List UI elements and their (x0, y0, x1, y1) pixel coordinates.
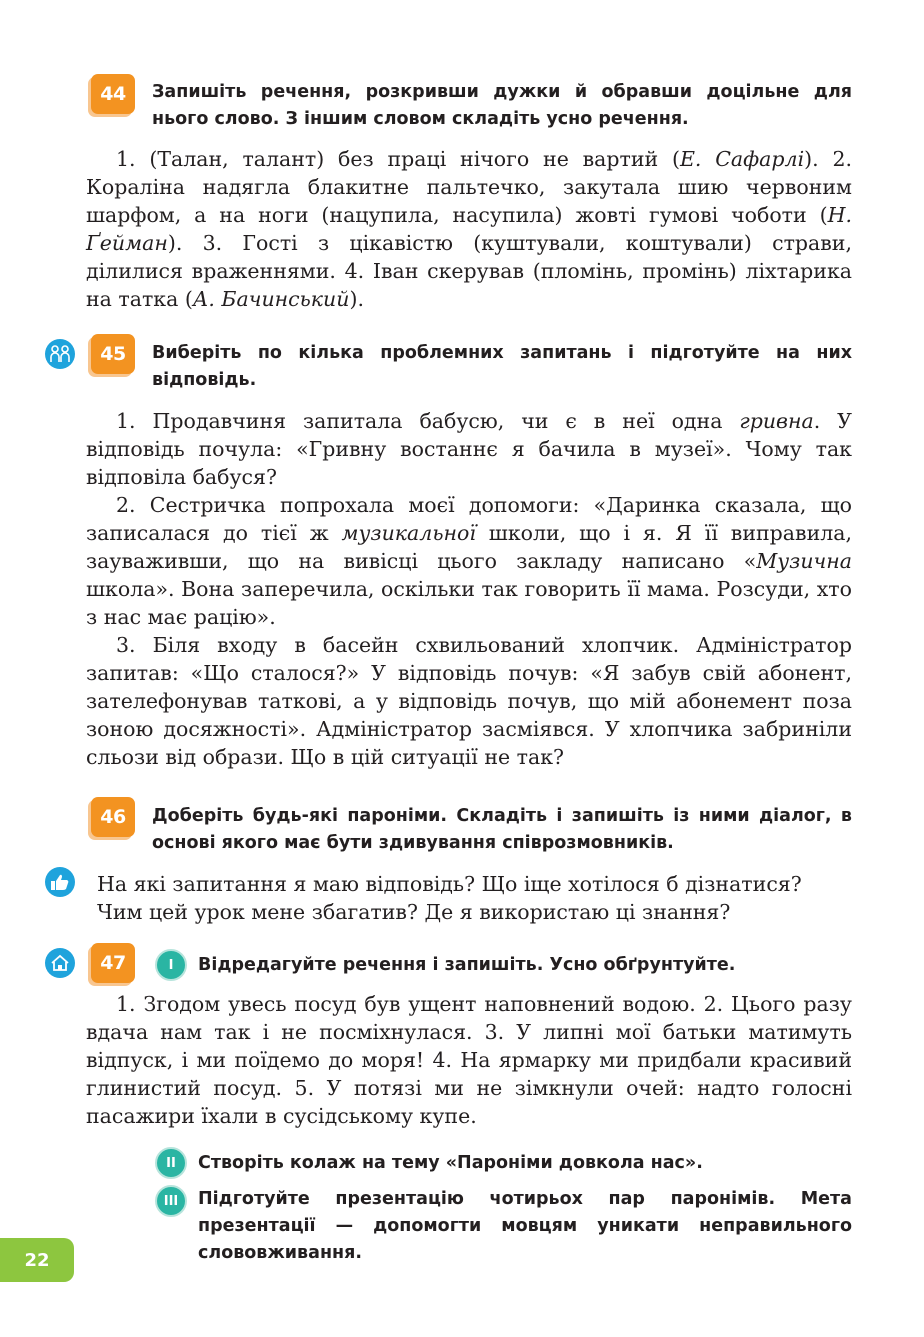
exercise-text: 1. (Талан, талант) без праці нічого не вартий (Е. Сафарлі). 2. Кораліна надягла блакитне пальтечко, закутала шию червоним шарфом, а на ноги (нацупила, насупила) жовті гумові чоботи (Н. Ґейман). 3. Гості з цікавістю (куштували, коштували) страви, ділилися враженнями. 4. Іван скерував (пломінь, промінь) ліхтарика на татка (А. Бачинський). (86, 147, 853, 311)
level-badge: II (155, 1147, 187, 1179)
exercise-task: Доберіть будь-які пароніми. Складіть і запишіть із ними діалог, в основі якого має бути здивування співрозмовників. (152, 806, 852, 853)
exercise-task: Відредагуйте речення і запишіть. Усно обґрунтуйте. (198, 955, 736, 975)
exercise-task: Запишіть речення, розкривши дужки й обравши доцільне для нього слово. З іншим словом складіть усно речення. (152, 82, 852, 129)
reflection-text: На які запитання я маю відповідь? Що іще хотілося б дізнатися? Чим цей урок мене збагатив? Де я використаю ці знання? (97, 872, 802, 924)
exercise-number-badge: 47 (91, 943, 135, 983)
exercise-number-badge: 46 (91, 797, 135, 837)
group-icon (45, 339, 75, 369)
thumbs-up-icon (45, 867, 75, 897)
level-badge: I (155, 949, 187, 981)
exercise-task: Виберіть по кілька проблемних запитань і підготуйте на них відповідь. (152, 343, 852, 390)
exercise-task: Підготуйте презентацію чотирьох пар паронімів. Мета презентації — допомогти мовцям уникати неправильного слововживання. (198, 1189, 852, 1263)
exercise-number-badge: 44 (91, 74, 135, 114)
home-icon (45, 948, 75, 978)
exercise-task: Створіть колаж на тему «Пароніми довкола нас». (198, 1153, 703, 1173)
page-number: 22 (0, 1238, 74, 1282)
exercise-text: 1. Згодом увесь посуд був ущент наповнений водою. 2. Цього разу вдача нам так і не посміхнулася. 3. У липні мої батьки матимуть відпуск, і ми поїдемо до моря! 4. На ярмарку ми придбали красивий глинистий посуд. 5. У потязі ми не зімкнули очей: надто голосні пасажири їхали в сусідському купе. (86, 992, 852, 1128)
exercise-text: 1. Продавчиня запитала бабусю, чи є в неї одна гривна. У відповідь почула: «Гривну востаннє я бачила в музеї». Чому так відповіла бабуся? 2. Сестричка попрохала моєї допомоги: «Даринка сказала, що записалася до тієї ж музикальної школи, що і я. Я її виправила, зауваживши, що на вивісці цього закладу написано «Музична школа». Вона заперечила, оскільки так говорить її мама. Розсуди, хто з нас має рацію». 3. Біля входу в басейн схвильований хлопчик. Адміністратор запитав: «Що сталося?» У відповідь почув: «Я забув свій абонент, зателефонував таткові, а у відповідь почув, що мій абонемент поза зоною досяжності». Адміністратор засміявся. У хлопчика забриніли сльози від образи. Що в цій ситуації не так? (86, 409, 852, 769)
level-badge: III (155, 1185, 187, 1217)
exercise-number-badge: 45 (91, 334, 135, 374)
